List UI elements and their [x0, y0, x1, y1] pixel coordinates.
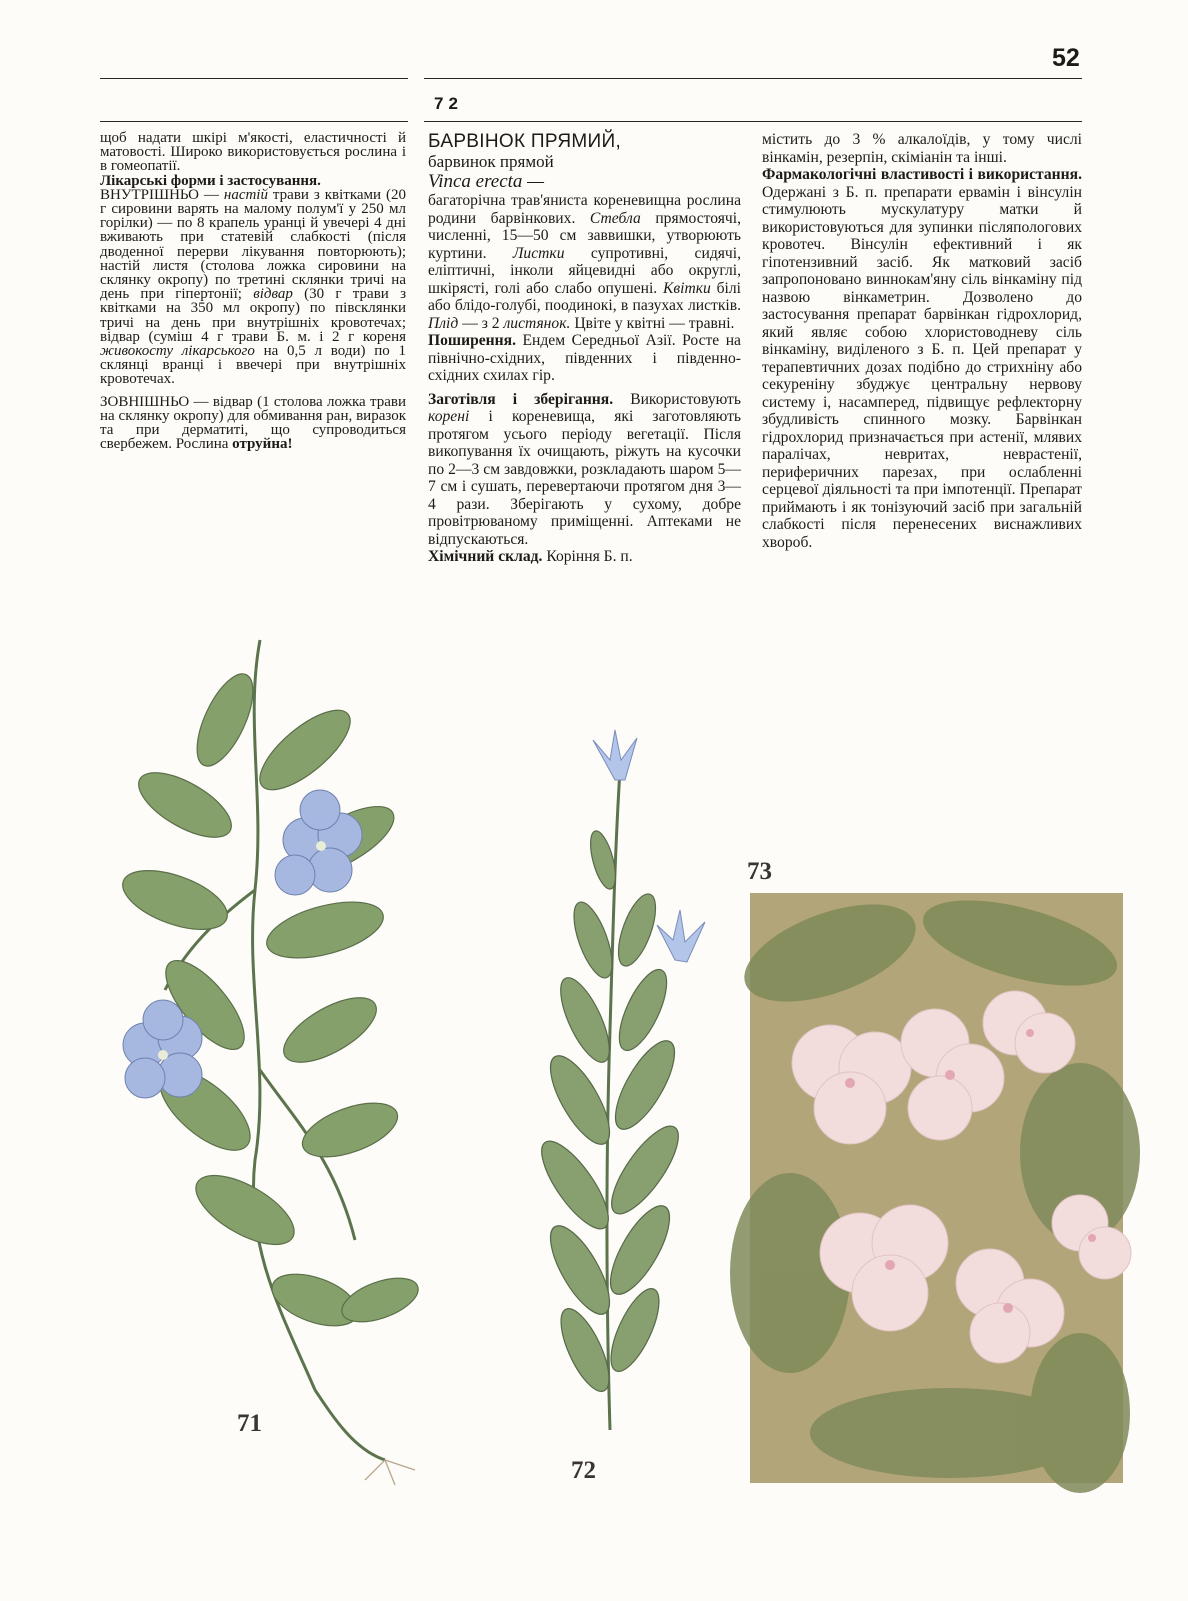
top-rule-right: [424, 78, 1082, 79]
dosage-forms-heading: Лікарські форми і застосування.: [100, 172, 321, 189]
external-text: відвар (1 столова ложка трави на склянку окропу) для обмивання ран, виразок та при дерматиті, що супроводиться свербежем.: [100, 393, 407, 453]
russian-name: барвинок прямой: [428, 152, 554, 171]
figure-72-illustration: [515, 730, 715, 1450]
text-column-2: [428, 131, 741, 566]
figure-71-label: 71: [237, 1410, 262, 1437]
page-number: 52: [1052, 44, 1080, 72]
section-number: 72: [434, 94, 463, 113]
chemistry-heading: Хімічний склад.: [428, 548, 543, 565]
term-nastii: настій: [223, 186, 268, 203]
figure-71-illustration: [95, 600, 455, 1480]
distribution-paragraph: [428, 332, 741, 385]
latin-name: Vinca erecta —: [428, 171, 545, 192]
figure-73-photo: [750, 893, 1123, 1483]
description-text: Цвіте у квітні — травні.: [574, 314, 735, 332]
term-zhyvokost: живокосту лікарського: [100, 343, 255, 360]
harvest-text: і кореневища, які заготовляють протягом усього періоду вегетації. Після викопування їх очищають, ріжуть на кусочки по 2—3 см завдовжки, розкладають шаром 5—7 см і сушать, перевертаючи протягом дня 3—4 рази. Зберігають у сухому, добре провітрюваному приміщенні. Аптеками не відпускаються.: [428, 408, 741, 548]
internal-text-3: на 0,5 л води) по 1 склянці вранці і ввечері при внутрішніх кровотечах.: [100, 343, 407, 388]
term-koreni: корені: [428, 408, 470, 425]
internal-text-2: (30 г трави з квітками на 350 мл окропу) по півсклянки тричі на день при внутрішніх кровотечах; відвар (суміш 4 г трави Б. м. і 2 г кореня: [100, 286, 406, 345]
harvest-text: Використовують: [630, 390, 741, 408]
chemistry-continued: містить до 3 % алкалоїдів, у тому числі вінкамін, резерпін, скіміанін та інші.: [762, 131, 1082, 166]
section-rule-left: [100, 121, 408, 122]
harvest-heading: Заготівля і зберігання.: [428, 390, 614, 408]
pharmacology-paragraph: [762, 166, 1082, 551]
text-column-3: [762, 131, 1082, 551]
pharmacology-text: Одержані з Б. п. препарати ервамін і вінсулін стимулюють мускулатуру матки й використовуються для зупинки післяпологових кровотеч. Вінсулін ефективний і як гіпотензивний засіб. Як матковий засіб запропоновано виннокам'яну сіль вінкаміну під назвою вінкаметрин. Дозволено до застосування препарат барвінкан гідрохлорид, який являє собою хлористоводневу сіль вінкаміну, виділеного з Б. п. Цей препарат у терапевтичних дозах подібно до стрихніну або секуреніну збуджує центральну нервову систему і, насамперед, підвищує рефлекторну збудливість спинного мозку. Барвінкан гідрохлорид призначається при астенії, млявих паралічах, невритах, неврастенії, периферичних парезах, при ослабленні серцевої діяльності та при імпотенції. Препарат приймають і як тонізуючий засіб при загальній слабкості після перенесених виснажливих хвороб.: [762, 183, 1082, 551]
article-title: БАРВІНОК ПРЯМИЙ,: [428, 131, 622, 152]
section-rule-right: [424, 121, 1082, 122]
term-plid: Плід: [428, 314, 459, 332]
figure-72-label: 72: [571, 1457, 596, 1484]
external-use-paragraph: [100, 395, 406, 452]
chemistry-text: Коріння Б. п.: [546, 548, 633, 565]
term-kvitky: Квітки: [663, 279, 711, 297]
internal-text: трави з квітками (20 г сировини варять на малому полум'ї у 250 мл горілки) — по 8 крапель уранці й увечері 4 дні вживають при статевій слабкості (після дводенної перерви лікування повторюють); настій листя (столова ложка сировини на склянку окропу) по третині склянки тричі на день при гіпертонії;: [100, 186, 406, 303]
top-rule-left: [100, 78, 408, 79]
poison-warning: отруйна!: [232, 436, 293, 453]
harvest-paragraph: [428, 391, 741, 549]
term-lystky: Листки: [512, 244, 565, 262]
description-text: — з 2: [462, 314, 500, 332]
pharmacology-heading: Фармакологічні властивості і використання.: [762, 166, 1082, 183]
chemistry-paragraph: [428, 548, 741, 566]
internal-label: ВНУТРІШНЬО —: [100, 186, 219, 203]
text-column-1: [100, 131, 406, 451]
term-stebla: Стебла: [589, 209, 641, 227]
col1-intro: щоб надати шкірі м'якості, еластичності й матовості. Широко використовується рослина і в гомеопатії.: [100, 130, 406, 175]
description-text: прямостоячі, численні, 15—50 см заввишки, утворюють куртини.: [428, 209, 741, 262]
term-lystyanok: листянок.: [503, 314, 571, 332]
term-vidvar: відвар: [253, 286, 293, 303]
external-label: ЗОВНІШНЬО —: [100, 393, 209, 410]
dosage-forms-paragraph: [100, 174, 406, 387]
description-text: багаторічна трав'яниста кореневищна рослина родини барвінкових.: [428, 192, 741, 227]
figure-73-label: 73: [747, 858, 772, 885]
description-text: білі або блідо-голубі, поодинокі, в пазухах листків.: [428, 279, 741, 314]
poison-prefix: Рослина: [175, 436, 229, 453]
description-paragraph: [428, 192, 741, 332]
distribution-heading: Поширення.: [428, 332, 516, 349]
description-text: супротивні, сидячі, еліптичні, інколи яйцевидні або округлі, шкірясті, голі або слабо опушені.: [428, 244, 741, 297]
distribution-text: Ендем Середньої Азії. Росте на північно-східних, південних і південно-східних схилах гір.: [428, 332, 741, 384]
